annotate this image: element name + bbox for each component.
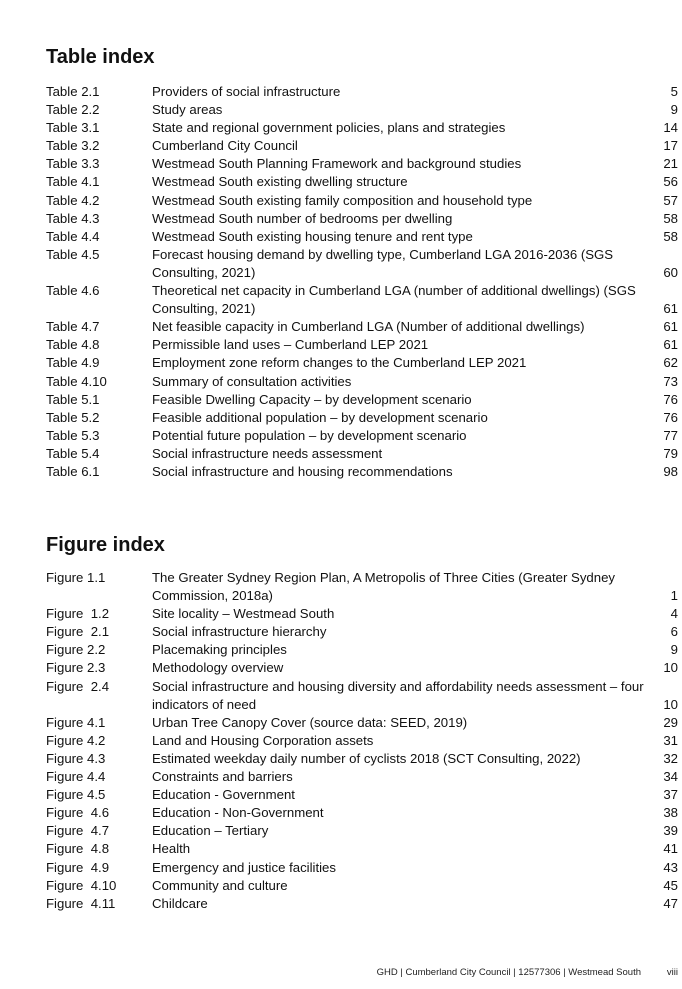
figure-index-entry-title: Estimated weekday daily number of cyclists 2018 (SCT Consulting, 2022)	[152, 750, 581, 766]
figure-index-entry-number: Figure 2.2	[46, 642, 106, 658]
table-index-entry-number: Table 6.1	[46, 463, 100, 479]
table-index-entry-page: 5	[670, 84, 678, 99]
figure-index-entry-title: Education - Government	[152, 787, 295, 803]
figure-index-list	[46, 569, 678, 913]
figure-index-entry-title: Methodology overview	[152, 660, 284, 676]
table-index-entry-page: 14	[663, 120, 678, 136]
table-index-entry-number: Table 4.5	[46, 246, 100, 262]
table-index-entry-number: Table 4.9	[46, 355, 100, 371]
table-index-entry-page: 58	[663, 210, 678, 226]
table-index-entry-title: Social infrastructure and housing recommendations	[152, 463, 453, 479]
table-index-entry-number: Table 4.6	[46, 283, 100, 299]
table-index-entry-title: Westmead South existing housing tenure and rent type	[152, 228, 473, 244]
table-index-entry[interactable]	[46, 137, 678, 155]
figure-index-entry-number: Figure 4.2	[46, 732, 106, 748]
table-index-entry-number: Table 4.7	[46, 319, 100, 335]
figure-index-entry-page: 32	[663, 750, 678, 766]
table-index-entry[interactable]	[46, 155, 678, 173]
figure-index-entry-page: 47	[663, 895, 678, 911]
table-index-entry[interactable]	[46, 336, 678, 354]
figure-index-entry[interactable]	[46, 732, 678, 750]
figure-index-entry-title: Childcare	[152, 895, 208, 911]
figure-index-entry-number: Figure 1.2	[46, 606, 110, 622]
table-index-entry-page: 60	[663, 264, 678, 280]
table-index-entry[interactable]	[46, 409, 678, 427]
table-index-entry-number: Table 2.2	[46, 102, 100, 118]
table-index-entry[interactable]	[46, 354, 678, 372]
figure-index-entry-title: Social infrastructure and housing diversity and affordability needs assessment – four indicators of need	[152, 678, 644, 712]
table-index-entry-title: Feasible additional population – by development scenario	[152, 409, 488, 425]
table-index-entry[interactable]	[46, 192, 678, 210]
table-index-entry-title: Study areas	[152, 102, 223, 118]
table-index-entry-title: Theoretical net capacity in Cumberland LGA (number of additional dwellings) (SGS Consulting, 2021)	[152, 283, 636, 317]
table-index-entry-number: Table 4.2	[46, 192, 100, 208]
table-index-entry-title: Westmead South existing dwelling structure	[152, 174, 408, 190]
figure-index-entry-page: 34	[663, 769, 678, 785]
figure-index-entry-page: 6	[670, 624, 678, 640]
figure-index-entry-title: Education - Non-Government	[152, 805, 324, 821]
figure-index-entry[interactable]	[46, 895, 678, 913]
figure-index-entry-title: Urban Tree Canopy Cover (source data: SEED, 2019)	[152, 714, 468, 730]
table-index-entry-title: Employment zone reform changes to the Cumberland LEP 2021	[152, 355, 527, 371]
figure-index-entry[interactable]	[46, 714, 678, 732]
figure-index-entry-page: 41	[663, 841, 678, 857]
figure-index-entry-title: Social infrastructure hierarchy	[152, 624, 327, 640]
table-index-entry-title: Net feasible capacity in Cumberland LGA (Number of additional dwellings)	[152, 319, 585, 335]
table-index-entry[interactable]	[46, 391, 678, 409]
figure-index-entry-number: Figure 4.6	[46, 805, 110, 821]
table-index-entry-number: Table 4.4	[46, 228, 100, 244]
table-index-entry[interactable]	[46, 210, 678, 228]
figure-index-entry-number: Figure 4.1	[46, 714, 106, 730]
table-index-entry-page: 21	[663, 156, 678, 172]
table-index-entry-number: Table 2.1	[46, 84, 100, 99]
figure-index-entry[interactable]	[46, 859, 678, 877]
table-index-entry-title: Forecast housing demand by dwelling type, Cumberland LGA 2016-2036 (SGS Consulting, 2021)	[152, 246, 614, 280]
table-index-entry-number: Table 3.3	[46, 156, 100, 172]
figure-index-entry[interactable]	[46, 877, 678, 895]
table-index-entry-number: Table 4.8	[46, 337, 100, 353]
figure-index-entry-page: 10	[663, 660, 678, 676]
figure-index-entry-page: 39	[663, 823, 678, 839]
figure-index-heading: Figure index	[46, 534, 165, 556]
figure-index-entry-page: 31	[663, 732, 678, 748]
table-index-entry-title: Providers of social infrastructure	[152, 84, 341, 99]
figure-index-entry[interactable]	[46, 641, 678, 659]
table-index-entry[interactable]	[46, 246, 678, 282]
table-index-entry-page: 62	[663, 355, 678, 371]
figure-index-entry-number: Figure 1.1	[46, 570, 106, 585]
table-index-entry-number: Table 5.3	[46, 427, 100, 443]
table-index-entry-number: Table 3.2	[46, 138, 100, 154]
table-index-entry-title: Summary of consultation activities	[152, 373, 352, 389]
table-index-entry[interactable]	[46, 373, 678, 391]
table-index-entry[interactable]	[46, 427, 678, 445]
figure-index-entry-title: Land and Housing Corporation assets	[152, 732, 374, 748]
footer-text: GHD | Cumberland City Council | 12577306 | Westmead South	[376, 967, 641, 978]
table-index-entry-title: State and regional government policies, plans and strategies	[152, 120, 506, 136]
table-index-entry-title: Feasible Dwelling Capacity – by development scenario	[152, 391, 472, 407]
table-index-entry-title: Cumberland City Council	[152, 138, 298, 154]
table-index-entry-number: Table 5.1	[46, 391, 100, 407]
table-index-entry[interactable]	[46, 463, 678, 481]
figure-index-entry[interactable]	[46, 678, 678, 714]
figure-index-entry-title: The Greater Sydney Region Plan, A Metropolis of Three Cities (Greater Sydney Commission, 2018a)	[152, 570, 616, 604]
figure-index-entry-title: Site locality – Westmead South	[152, 606, 335, 622]
figure-index-entry-page: 29	[663, 714, 678, 730]
table-index-entry-title: Social infrastructure needs assessment	[152, 445, 383, 461]
figure-index-entry-number: Figure 4.3	[46, 750, 106, 766]
figure-index-entry-title: Constraints and barriers	[152, 769, 293, 785]
figure-index-entry[interactable]	[46, 605, 678, 623]
figure-index-entry-page: 37	[663, 787, 678, 803]
table-index-heading: Table index	[46, 46, 155, 68]
figure-index-entry-page: 38	[663, 805, 678, 821]
figure-index-entry-number: Figure 4.5	[46, 787, 106, 803]
table-index-entry-page: 98	[663, 463, 678, 479]
table-index-entry-number: Table 4.10	[46, 373, 107, 389]
figure-index-entry-number: Figure 2.3	[46, 660, 106, 676]
table-index-entry-page: 56	[663, 174, 678, 190]
figure-index-entry-page: 1	[670, 588, 678, 604]
figure-index-entry[interactable]	[46, 822, 678, 840]
table-index-entry-title: Westmead South existing family composition and household type	[152, 192, 533, 208]
table-index-entry-number: Table 4.1	[46, 174, 100, 190]
table-index-entry-title: Westmead South Planning Framework and background studies	[152, 156, 522, 172]
figure-index-entry-page: 43	[663, 859, 678, 875]
table-index-entry-title: Potential future population – by development scenario	[152, 427, 467, 443]
table-index-entry[interactable]	[46, 228, 678, 246]
table-index-entry-page: 58	[663, 228, 678, 244]
table-index-entry-number: Table 5.4	[46, 445, 100, 461]
figure-index-entry-page: 45	[663, 877, 678, 893]
figure-index-entry[interactable]	[46, 804, 678, 822]
table-index-entry-page: 61	[663, 319, 678, 335]
table-index-entry-page: 61	[663, 301, 678, 317]
figure-index-entry-number: Figure 2.1	[46, 624, 110, 640]
figure-index-entry[interactable]	[46, 786, 678, 804]
figure-index-entry[interactable]	[46, 840, 678, 858]
table-index-entry-page: 57	[663, 192, 678, 208]
figure-index-entry[interactable]	[46, 768, 678, 786]
table-index-entry[interactable]	[46, 101, 678, 119]
table-index-entry[interactable]	[46, 445, 678, 463]
table-index-entry-page: 79	[663, 445, 678, 461]
table-index-list	[46, 83, 678, 481]
table-index-entry-title: Westmead South number of bedrooms per dwelling	[152, 210, 453, 226]
table-index-entry[interactable]	[46, 282, 678, 318]
figure-index-entry-number: Figure 4.4	[46, 769, 106, 785]
figure-index-entry-title: Emergency and justice facilities	[152, 859, 336, 875]
figure-index-entry-title: Placemaking principles	[152, 642, 287, 658]
table-index-entry-page: 77	[663, 427, 678, 443]
figure-index-entry-number: Figure 2.4	[46, 678, 110, 694]
table-index-entry-page: 17	[663, 138, 678, 154]
table-index-entry-number: Table 5.2	[46, 409, 100, 425]
figure-index-entry-title: Community and culture	[152, 877, 288, 893]
figure-index-entry[interactable]	[46, 569, 678, 605]
figure-index-entry-title: Education – Tertiary	[152, 823, 269, 839]
table-index-entry-page: 61	[663, 337, 678, 353]
figure-index-entry-title: Health	[152, 841, 191, 857]
table-index-entry[interactable]	[46, 318, 678, 336]
figure-index-entry-page: 4	[670, 606, 678, 622]
figure-index-entry-page: 10	[663, 696, 678, 712]
figure-index-entry-page: 9	[670, 642, 678, 658]
table-index-entry-number: Table 4.3	[46, 210, 100, 226]
table-index-entry-page: 76	[663, 409, 678, 425]
table-index-entry[interactable]	[46, 83, 678, 101]
table-index-entry-page: 9	[670, 102, 678, 118]
table-index-entry[interactable]	[46, 119, 678, 137]
figure-index-entry-number: Figure 4.9	[46, 859, 110, 875]
table-index-entry-page: 73	[663, 373, 678, 389]
figure-index-entry[interactable]	[46, 659, 678, 677]
table-index-entry-title: Permissible land uses – Cumberland LEP 2021	[152, 337, 429, 353]
figure-index-entry-number: Figure 4.10	[46, 877, 117, 893]
table-index-entry[interactable]	[46, 173, 678, 191]
figure-index-entry-number: Figure 4.11	[46, 895, 116, 911]
page-number: viii	[666, 967, 678, 978]
table-index-entry-number: Table 3.1	[46, 120, 100, 136]
figure-index-entry[interactable]	[46, 750, 678, 768]
table-index-entry-page: 76	[663, 391, 678, 407]
figure-index-entry-number: Figure 4.7	[46, 823, 110, 839]
figure-index-entry[interactable]	[46, 623, 678, 641]
figure-index-entry-number: Figure 4.8	[46, 841, 110, 857]
